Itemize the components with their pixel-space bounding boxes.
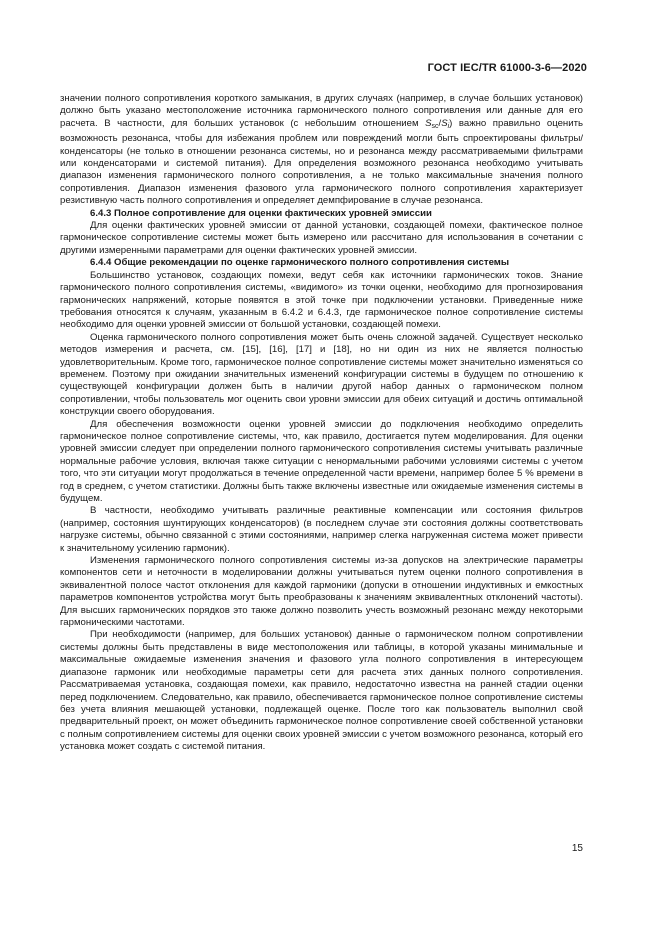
formula-subscript-sc: sc <box>431 122 439 130</box>
section-heading-6-4-3: 6.4.3 Полное сопротивление для оценки фактических уровней эмиссии <box>90 207 432 219</box>
page-number: 15 <box>571 843 583 854</box>
standard-header: ГОСТ IEC/TR 61000-3-6—2020 <box>427 62 587 74</box>
formula-s-i: S <box>441 117 448 129</box>
paragraph: При необходимости (например, для больших установок) данные о гармоническом полном сопротивлении системы должны быть представлены в виде местоположения или таблицы, в которой указаны минимальные и максимальные ожидаемые изменения значения и фазового угла полного сопротивления в интересующем диапазоне гармоник или необходимые параметры сети для расчета этих данных полного сопротивления. Рассматриваемая установка, создающая помехи, как правило, недостаточно известна на ранней стадии оценки перед подключением. Следовательно, как правило, обеспечивается гармоническое полное сопротивление системы без учета влияния мешающей установки, подлежащей оценке. После того как пользователь выполнил свой предварительный проект, он может объединить гармоническое полное сопротивление своей собственной установки с полным сопротивлением системы для оценки своих уровней эмиссии с учетом возможного резонанса, который его установка может создать с системой питания. <box>60 629 583 753</box>
paragraph: Оценка гармонического полного сопротивления может быть очень сложной задачей. Существует несколько методов измерения и расчета, см. [15], [16], [17] и [18], но ни один из них не является полностью удовлетворительным. Кроме того, гармоническое полное сопротивление системы может значительно изменяться со временем. Поэтому при ожидании значительных изменений конфигурации системы в будущем по отношению к существующей конфигурации должен быть в наличии другой набор данных о гармоническом полном сопротивлении, чтобы пользователь мог оценить свои уровни эмиссии для обеих ситуаций и достичь оптимальной конструкции своего оборудования. <box>60 331 583 418</box>
paragraph: В частности, необходимо учитывать различные реактивные компенсации или состояния фильтров (например, состояния шунтирующих конденсаторов) (в последнем случае эти состояния должны соответствовать нагрузке системы, обычно связанной с этими состояниями, например слегка нагруженная система может привести к значительному усилению гармоник). <box>60 505 583 554</box>
paragraph: Большинство установок, создающих помехи, ведут себя как источники гармонических токов. Знание гармонического полного сопротивления системы, «видимого» из точки оценки, необходимо для прогнозирования гармонических напряжений, которые появятся в этой точке при подключении установки. Приведенные ниже требования относятся к случаям, указанным в 6.4.2 и 6.4.3, где гармоническое полное сопротивление системы необходимо для оценки уровней эмиссии от большой установки, создающей помехи. <box>60 269 583 331</box>
body-text <box>60 93 583 754</box>
paragraph-continuation <box>60 93 583 208</box>
paragraph: Для оценки фактических уровней эмиссии от данной установки, создающей помехи, фактическое полное гармоническое сопротивление системы может быть измерено или рассчитано для использования в сочетании с другими измеренными параметрами для оценки фактических уровней эмиссии. <box>60 220 583 256</box>
paragraph-text: ) важно правильно оценить возможность резонанса, чтобы для избежания проблем или повреждений могли быть спроектированы фильтры/конденсаторы (не только в отношении резонанса системы, но и резонанса между рассматриваемыми фильтрами или конденсаторами и системой питания). Для определения возможного резонанса необходимо учитывать диапазон изменения гармонического полного сопротивления, а не только максимальные значения полного сопротивления. Диапазон изменения фазового угла гармонического полного сопротивления характеризует резистивную часть полного сопротивления и определяет демпфирование в случае резонанса. <box>60 117 583 207</box>
paragraph: Для обеспечения возможности оценки уровней эмиссии до подключения необходимо определить гармоническое полное сопротивление системы, что, как правило, достигается путем моделирования. Для оценки уровней эмиссии следует при определении полного гармонического сопротивления системы учитывать различные нормальные рабочие условия, включая также ситуации с ненормальными рабочими условиями системы с учетом того, что эти ситуации могут продолжаться в течение определенной части времени, например более 5 % времени в год в среднем, с учетом статистики. Должны быть также включены известные или ожидаемые изменения системы в будущем. <box>60 418 583 504</box>
formula-slash: / <box>438 117 442 129</box>
section-heading-6-4-4: 6.4.4 Общие рекомендации по оценке гармонического полного сопротивления системы <box>90 257 510 269</box>
formula-s: S <box>425 117 432 129</box>
paragraph: Изменения гармонического полного сопротивления системы из-за допусков на электрические параметры компонентов сети и неточности в моделировании должны учитываться путем оценки полного сопротивления в эквивалентной полосе частот отклонения для каждой гармоники (допуски в отношении индуктивных и емкостных параметров компонентов устройства могут быть преобразованы к значениям эквивалентных отклонений частоты). Для высших гармонических порядков это также должно позволить учесть возможный резонанс между некоторыми гармоническими частотами. <box>60 555 583 629</box>
paragraph-text: значении полного сопротивления короткого замыкания, в других случаях (например, в случае больших установок) должно быть указано местоположение источника гармонического полного сопротивления или данные для его расчета. В частности, для больших установок (с небольшим отношением <box>60 93 583 129</box>
formula-subscript-i: i <box>447 122 450 130</box>
